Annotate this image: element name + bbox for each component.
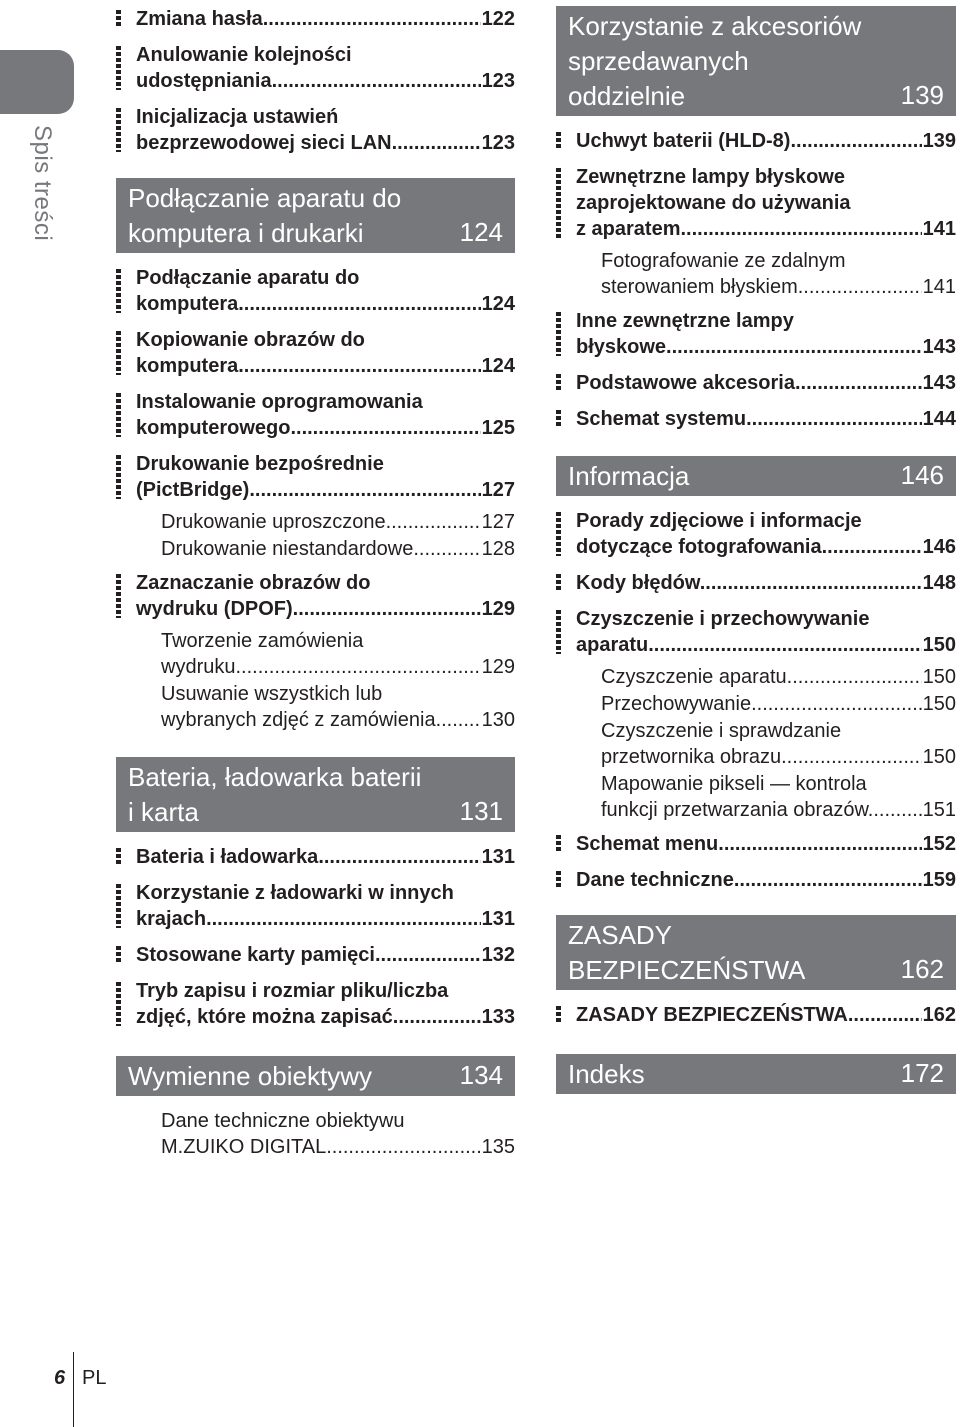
toc-subentry[interactable] [116,536,515,562]
toc-entry-title: Tryb zapisu i rozmiar pliku/liczba [136,980,449,1002]
toc-subentry[interactable] [116,681,515,733]
toc-page-number: 146 [922,536,956,558]
toc-entry-title-cont: aparatu [576,634,649,656]
section-page-number: 139 [900,80,944,110]
toc-entry[interactable] [116,880,515,932]
toc-entry[interactable] [116,6,515,32]
toc-page-number: 148 [922,572,956,594]
toc-entry-title: Dane techniczne [576,869,734,891]
toc-entry-title-cont: komputerowego [136,417,291,439]
toc-entry[interactable] [556,370,956,396]
toc-entry[interactable] [116,389,515,441]
section-page-number: 131 [459,796,503,826]
toc-page-number: 129 [481,656,515,678]
section-title: ZASADY [568,920,673,950]
section-title: Podłączanie aparatu do [128,183,402,213]
toc-page-number: 127 [481,511,515,533]
toc-entry[interactable] [556,570,956,596]
sidebar-label [20,125,64,275]
toc-entry-title: Podstawowe akcesoria [576,372,795,394]
toc-entry-title-cont: wydruku [161,656,236,678]
language-code: PL [82,1367,107,1389]
toc-subentry[interactable] [556,664,956,690]
toc-entry-title: Stosowane karty pamięci [136,944,375,966]
toc-page-number: 125 [481,417,515,439]
toc-entry-title-cont: dotyczące fotografowania [576,536,822,558]
toc-entry-title: Kopiowanie obrazów do [136,329,365,351]
section-title: Wymienne obiektywy [128,1061,372,1091]
toc-entry-title: Bateria i ładowarka [136,846,319,868]
footer-rule [73,1352,74,1427]
toc-section-header[interactable] [556,6,956,116]
section-page-number: 134 [459,1060,503,1090]
toc-entry-title-cont: (PictBridge) [136,479,250,501]
section-tab-marker [0,50,74,114]
toc-page-number: 141 [922,276,956,298]
toc-page-number: 124 [481,293,515,315]
toc-entry-title: Instalowanie oprogramowania [136,391,423,413]
toc-entry-title: Tworzenie zamówienia [161,630,364,652]
toc-entry-title: Porady zdjęciowe i informacje [576,510,862,532]
toc-entry-title: Czyszczenie i sprawdzanie [601,720,842,742]
toc-entry-title-cont: zdjęć, które można zapisać [136,1006,393,1028]
section-title-cont: sprzedawanych [568,46,749,76]
toc-page-number: 139 [922,130,956,152]
toc-entry[interactable] [116,942,515,968]
toc-entry-title: Zaznaczanie obrazów do [136,572,371,594]
toc-entry-title-cont: błyskowe [576,336,667,358]
toc-entry-title: Drukowanie bezpośrednie [136,453,384,475]
toc-entry-title: Schemat systemu [576,408,747,430]
toc-page-number: 150 [922,693,956,715]
page-number: 6 [54,1367,66,1389]
section-title: Bateria, ładowarka baterii [128,762,422,792]
toc-section-header[interactable] [556,456,956,496]
toc-entry-title: Inicjalizacja ustawień [136,106,339,128]
toc-entry[interactable] [556,508,956,560]
toc-entry-title: Przechowywanie [601,693,752,715]
toc-page-number: 162 [922,1004,956,1026]
toc-page-number: 127 [481,479,515,501]
toc-entry-title: Podłączanie aparatu do [136,267,360,289]
toc-page-number: 144 [922,408,956,430]
toc-page-number: 129 [481,598,515,620]
toc-entry-title: Mapowanie pikseli — kontrola [601,773,867,795]
toc-page-number: 150 [922,634,956,656]
toc-entry-title: Kody błędów [576,572,700,594]
section-title: Indeks [568,1059,645,1089]
section-title-cont: komputera i drukarki [128,218,364,248]
toc-entry-title: Schemat menu [576,833,719,855]
toc-page-number: 150 [922,746,956,768]
toc-page-number: 123 [481,132,515,154]
toc-entry[interactable] [116,42,515,94]
toc-entry[interactable] [116,265,515,317]
section-page-number: 124 [459,217,503,247]
toc-page-number: 143 [922,336,956,358]
toc-subentry[interactable] [556,718,956,770]
toc-entry-title: Usuwanie wszystkich lub [161,683,383,705]
toc-entry[interactable] [116,104,515,156]
toc-entry-title: Fotografowanie ze zdalnym [601,250,846,272]
toc-column-right [556,6,956,1106]
toc-page-number: 124 [481,355,515,377]
toc-column-left [116,6,515,1165]
toc-section-header[interactable] [116,1056,515,1096]
toc-page-number: 122 [481,8,515,30]
section-page-number: 146 [900,460,944,490]
toc-page-number: 143 [922,372,956,394]
toc-entry[interactable] [556,308,956,360]
section-title-cont: BEZPIECZEŃSTWA [568,955,806,985]
toc-entry[interactable] [556,1002,956,1028]
toc-section-header[interactable] [556,1054,956,1094]
section-page-number: 162 [900,954,944,984]
section-page-number: 172 [900,1058,944,1088]
toc-entry-title: ZASADY BEZPIECZEŃSTWA [576,1004,848,1026]
toc-entry-title: Inne zewnętrzne lampy [576,310,794,332]
toc-entry-title: Drukowanie niestandardowe [161,538,414,560]
toc-entry-title-cont: z aparatem [576,218,681,240]
toc-section-header[interactable] [116,178,515,253]
toc-subentry[interactable] [116,1108,515,1160]
toc-subentry[interactable] [116,509,515,535]
toc-entry-title: Czyszczenie i przechowywanie [576,608,870,630]
toc-entry-title-cont: bezprzewodowej sieci LAN [136,132,392,154]
toc-page-number: 123 [481,70,515,92]
toc-page-number: 141 [922,218,956,240]
toc-entry-title-cont: wybranych zdjęć z zamówienia [161,709,436,731]
toc-page-number: 131 [481,908,515,930]
toc-page-number: 152 [922,833,956,855]
toc-entry[interactable] [556,831,956,857]
toc-entry[interactable] [556,606,956,658]
toc-entry-title-cont: przetwornika obrazu [601,746,782,768]
toc-page-number: 128 [481,538,515,560]
toc-entry-title: Czyszczenie aparatu [601,666,787,688]
section-title: Informacja [568,461,690,491]
toc-entry-title: Drukowanie uproszczone [161,511,386,533]
toc-entry-title-cont: udostępniania [136,70,272,92]
toc-subentry[interactable] [556,691,956,717]
toc-page-number: 151 [922,799,956,821]
toc-subentry[interactable] [556,771,956,823]
section-title: Korzystanie z akcesoriów [568,11,862,41]
toc-entry[interactable] [116,978,515,1030]
toc-page-number: 133 [481,1006,515,1028]
toc-entry-title: Zmiana hasła [136,8,263,30]
toc-entry[interactable] [556,164,956,242]
toc-entry-title-cont: zaprojektowane do używania [576,192,851,214]
toc-page-number: 159 [922,869,956,891]
toc-page-number: 150 [922,666,956,688]
toc-entry[interactable] [116,570,515,622]
toc-entry-title: Zewnętrzne lampy błyskowe [576,166,845,188]
section-title-cont: oddzielnie [568,81,686,111]
section-title-cont: i karta [128,797,199,827]
toc-entry-title-cont: wydruku (DPOF) [136,598,293,620]
toc-entry-title: Korzystanie z ładowarki w innych [136,882,454,904]
toc-entry[interactable] [556,867,956,893]
toc-page-number: 135 [481,1136,515,1158]
toc-section-header[interactable] [116,757,515,832]
toc-page-number: 131 [481,846,515,868]
toc-entry-title-cont: sterowaniem błyskiem [601,276,798,298]
toc-page-number: 130 [481,709,515,731]
toc-entry[interactable] [556,128,956,154]
toc-entry[interactable] [556,406,956,432]
toc-entry-title: Anulowanie kolejności [136,44,352,66]
toc-entry[interactable] [116,327,515,379]
toc-entry[interactable] [116,451,515,503]
toc-entry-title-cont: komputera [136,293,239,315]
toc-section-header[interactable] [556,915,956,990]
toc-subentry[interactable] [116,628,515,680]
toc-entry[interactable] [116,844,515,870]
toc-entry-title-cont: funkcji przetwarzania obrazów [601,799,868,821]
toc-entry-title-cont: komputera [136,355,239,377]
toc-entry-title: Dane techniczne obiektywu [161,1110,405,1132]
sidebar-label-text: Spis treści [29,125,56,242]
toc-entry-title-cont: M.ZUIKO DIGITAL [161,1136,327,1158]
toc-subentry[interactable] [556,248,956,300]
toc-page-number: 132 [481,944,515,966]
toc-entry-title: Uchwyt baterii (HLD-8) [576,130,791,152]
toc-entry-title-cont: krajach [136,908,207,930]
